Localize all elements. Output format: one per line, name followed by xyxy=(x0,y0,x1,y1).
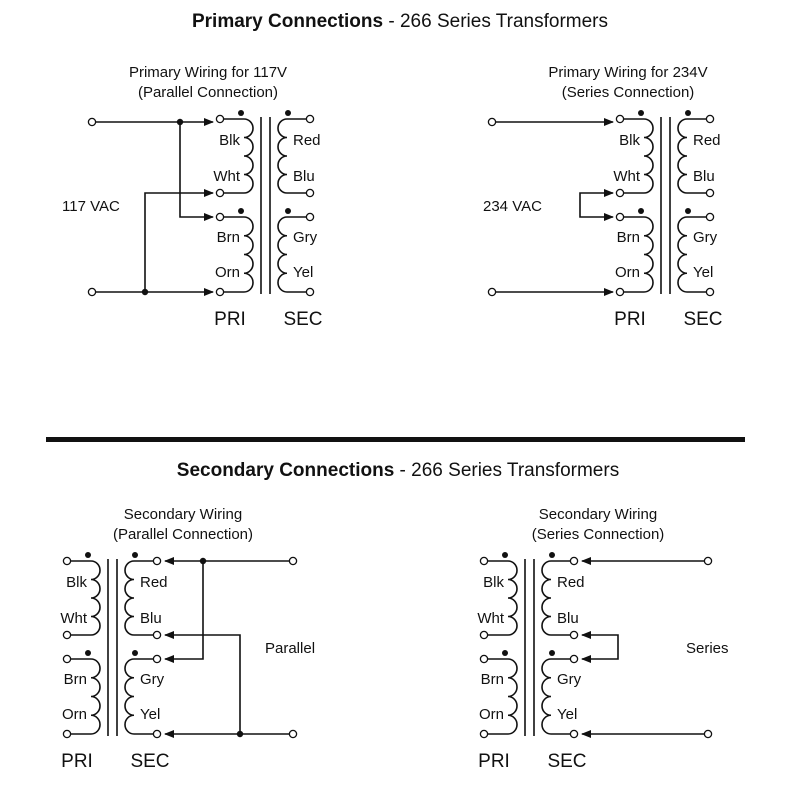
primary-heading-bold: Primary Connections xyxy=(191,11,384,32)
pri-label: PRI xyxy=(478,751,510,772)
input-terminal xyxy=(488,118,495,125)
primary-lead-label: Brn xyxy=(616,229,640,246)
polarity-dot xyxy=(285,208,291,214)
polarity-dot xyxy=(285,110,291,116)
polarity-dot xyxy=(502,650,508,656)
secondary-lead-label: Red xyxy=(557,574,585,591)
primary-heading-rest: - 266 Series Transformers xyxy=(383,11,609,32)
secondary-terminal xyxy=(570,557,577,564)
primary-lead-label: Orn xyxy=(61,706,87,723)
wire xyxy=(165,561,203,659)
polarity-dot xyxy=(549,552,555,558)
voltage-label-234: 234 VAC xyxy=(483,198,542,215)
secondary-terminal xyxy=(306,189,313,196)
secondary-terminal xyxy=(570,631,577,638)
primary-lead-label: Blk xyxy=(66,574,87,591)
secondary-terminal xyxy=(706,189,713,196)
secondary-terminal xyxy=(306,213,313,220)
secondary-terminal xyxy=(306,115,313,122)
series-label: Series xyxy=(686,640,729,657)
secondary-lead-label: Blu xyxy=(557,610,579,627)
polarity-dot xyxy=(238,208,244,214)
secondary-lead-label: Yel xyxy=(693,264,714,281)
primary-lead-label: Wht xyxy=(477,610,504,627)
wire xyxy=(145,193,213,292)
pri-label: PRI xyxy=(61,751,93,772)
sec-label: SEC xyxy=(683,309,723,330)
input-terminal xyxy=(289,557,296,564)
sec-label: SEC xyxy=(283,309,323,330)
secondary-lead-label: Blu xyxy=(693,168,715,185)
transformer-secondary-parallel xyxy=(60,552,169,772)
primary-terminal xyxy=(480,557,487,564)
secondary-terminal xyxy=(706,213,713,220)
primary-lead-label: Wht xyxy=(60,610,87,627)
primary-terminal xyxy=(480,730,487,737)
primary-heading xyxy=(192,11,608,32)
secondary-right-title: Secondary Wiring xyxy=(538,506,658,523)
wire xyxy=(582,647,618,659)
polarity-dot xyxy=(238,110,244,116)
primary-terminal xyxy=(480,655,487,662)
primary-terminal xyxy=(216,115,223,122)
secondary-right-subtitle: (Series Connection) xyxy=(531,526,665,543)
input-terminal xyxy=(704,730,711,737)
primary-terminal xyxy=(216,288,223,295)
secondary-lead-label: Gry xyxy=(557,671,582,688)
secondary-terminal xyxy=(570,655,577,662)
input-terminal xyxy=(88,118,95,125)
secondary-lead-label: Yel xyxy=(140,706,161,723)
primary-terminal xyxy=(216,213,223,220)
primary-terminal xyxy=(480,631,487,638)
secondary-lead-label: Gry xyxy=(140,671,165,688)
secondary-lead-label: Gry xyxy=(693,229,718,246)
junction-dot xyxy=(177,119,183,125)
primary-terminal xyxy=(63,655,70,662)
input-terminal xyxy=(488,288,495,295)
primary-terminal xyxy=(616,189,623,196)
secondary-terminal xyxy=(706,288,713,295)
polarity-dot xyxy=(638,208,644,214)
primary-terminal xyxy=(216,189,223,196)
junction-dot xyxy=(237,731,243,737)
primary-lead-label: Wht xyxy=(213,168,240,185)
parallel-label: Parallel xyxy=(265,640,316,657)
primary-terminal xyxy=(616,213,623,220)
transformer-primary-series xyxy=(613,110,722,330)
secondary-lead-label: Blu xyxy=(140,610,162,627)
secondary-terminal xyxy=(153,557,160,564)
primary-terminal xyxy=(616,288,623,295)
primary-terminal xyxy=(616,115,623,122)
input-terminal xyxy=(289,730,296,737)
pri-label: PRI xyxy=(214,309,246,330)
polarity-dot xyxy=(85,552,91,558)
junction-dot xyxy=(200,558,206,564)
primary-terminal xyxy=(63,557,70,564)
primary-left-subtitle: (Parallel Connection) xyxy=(137,84,279,101)
secondary-heading-rest: - 266 Series Transformers xyxy=(394,460,620,481)
primary-left-title: Primary Wiring for 117V xyxy=(128,64,288,81)
secondary-terminal xyxy=(706,115,713,122)
primary-lead-label: Blk xyxy=(219,132,240,149)
secondary-terminal xyxy=(153,730,160,737)
primary-lead-label: Orn xyxy=(614,264,640,281)
wire xyxy=(580,205,613,217)
secondary-terminal xyxy=(153,631,160,638)
wire xyxy=(580,193,613,205)
pri-label: PRI xyxy=(614,309,646,330)
secondary-lead-label: Red xyxy=(693,132,721,149)
secondary-heading-bold: Secondary Connections xyxy=(176,460,395,481)
secondary-lead-label: Red xyxy=(293,132,321,149)
primary-lead-label: Orn xyxy=(214,264,240,281)
primary-lead-label: Brn xyxy=(216,229,240,246)
polarity-dot xyxy=(132,552,138,558)
voltage-label-117: 117 VAC xyxy=(62,198,120,215)
secondary-terminal xyxy=(153,655,160,662)
transformer-secondary-series xyxy=(477,552,586,772)
polarity-dot xyxy=(549,650,555,656)
input-terminal xyxy=(704,557,711,564)
secondary-lead-label: Blu xyxy=(293,168,315,185)
secondary-lead-label: Red xyxy=(140,574,168,591)
polarity-dot xyxy=(502,552,508,558)
polarity-dot xyxy=(132,650,138,656)
secondary-lead-label: Yel xyxy=(557,706,578,723)
wire xyxy=(582,635,618,647)
secondary-left-title: Secondary Wiring xyxy=(123,506,243,523)
polarity-dot xyxy=(638,110,644,116)
secondary-left-subtitle: (Parallel Connection) xyxy=(112,526,254,543)
primary-lead-label: Brn xyxy=(480,671,504,688)
secondary-heading xyxy=(177,460,619,481)
secondary-lead-label: Gry xyxy=(293,229,318,246)
secondary-terminal xyxy=(570,730,577,737)
polarity-dot xyxy=(685,208,691,214)
polarity-dot xyxy=(85,650,91,656)
primary-lead-label: Orn xyxy=(478,706,504,723)
input-terminal xyxy=(88,288,95,295)
external-wiring xyxy=(88,118,714,737)
primary-lead-label: Wht xyxy=(613,168,640,185)
sec-label: SEC xyxy=(547,751,587,772)
section-divider xyxy=(46,437,745,442)
polarity-dot xyxy=(685,110,691,116)
secondary-terminal xyxy=(306,288,313,295)
primary-terminal xyxy=(63,730,70,737)
primary-right-subtitle: (Series Connection) xyxy=(561,84,695,101)
sec-label: SEC xyxy=(130,751,170,772)
secondary-lead-label: Yel xyxy=(293,264,314,281)
junction-dot xyxy=(142,289,148,295)
primary-right-title: Primary Wiring for 234V xyxy=(548,64,708,81)
primary-terminal xyxy=(63,631,70,638)
primary-lead-label: Brn xyxy=(63,671,87,688)
transformer-primary-parallel xyxy=(213,110,322,330)
wire xyxy=(180,122,213,217)
primary-lead-label: Blk xyxy=(619,132,640,149)
primary-lead-label: Blk xyxy=(483,574,504,591)
